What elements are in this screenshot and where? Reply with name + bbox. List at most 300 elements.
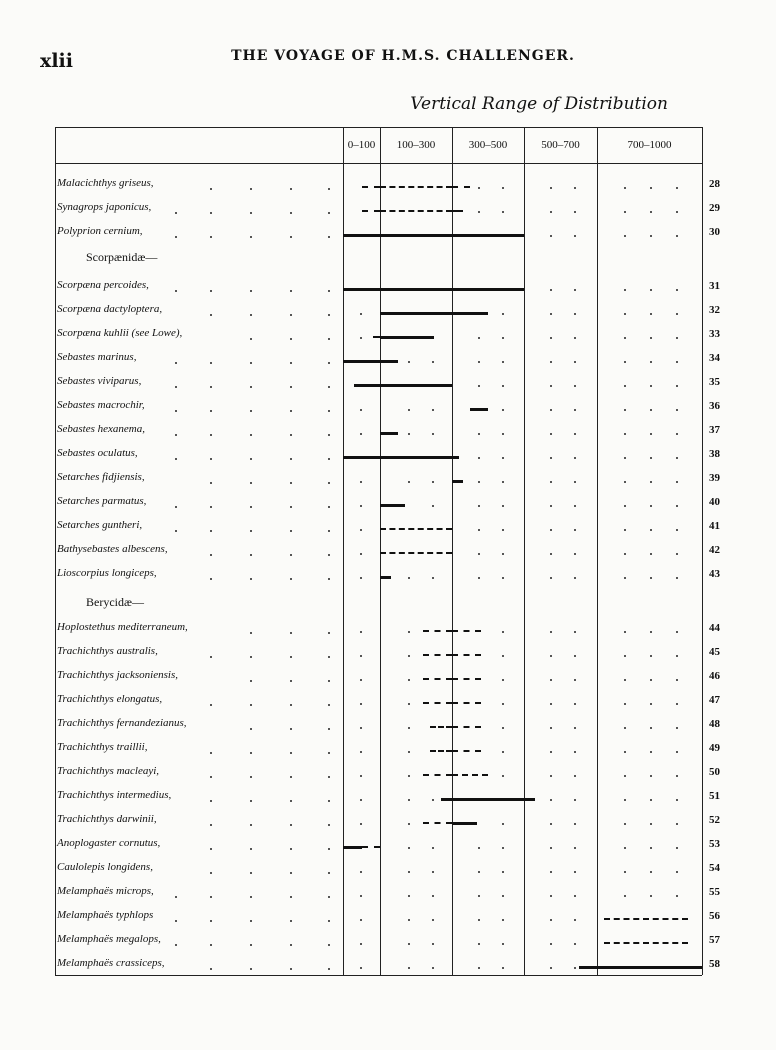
column-dot [360, 313, 362, 315]
table-bottom-rule [55, 975, 702, 976]
column-dot [550, 919, 552, 921]
leader-dot [175, 896, 177, 898]
column-dot [360, 967, 362, 969]
column-dot [550, 871, 552, 873]
reference-number: 30 [709, 226, 720, 238]
leader-dot [328, 704, 330, 706]
leader-dot [210, 482, 212, 484]
column-dot [624, 553, 626, 555]
column-dot [676, 577, 678, 579]
species-name: Trachichthys traillii, [57, 741, 148, 753]
column-dot [676, 751, 678, 753]
leader-dot [210, 752, 212, 754]
column-dot [624, 823, 626, 825]
range-bar-solid [343, 456, 452, 459]
range-bar-solid [380, 576, 391, 579]
leader-dot [175, 458, 177, 460]
column-dot [432, 967, 434, 969]
column-dot [650, 775, 652, 777]
reference-number: 42 [709, 544, 720, 556]
leader-dot [175, 944, 177, 946]
leader-dot [328, 410, 330, 412]
leader-dot [210, 896, 212, 898]
column-dot [676, 289, 678, 291]
leader-dot [250, 290, 252, 292]
species-name: Melamphaës microps, [57, 885, 154, 897]
column-dot [624, 631, 626, 633]
column-dot [432, 433, 434, 435]
column-dot [624, 505, 626, 507]
column-dot [502, 679, 504, 681]
column-dot [360, 409, 362, 411]
column-dot [478, 553, 480, 555]
column-dot [574, 433, 576, 435]
range-bar-solid [380, 360, 398, 363]
column-dot [550, 187, 552, 189]
column-dot [550, 943, 552, 945]
column-dot [676, 529, 678, 531]
column-dot [624, 481, 626, 483]
column-dot [624, 847, 626, 849]
column-dot [574, 703, 576, 705]
column-dot [502, 967, 504, 969]
column-dot [650, 895, 652, 897]
column-dot [478, 385, 480, 387]
column-dot [432, 799, 434, 801]
reference-number: 37 [709, 424, 720, 436]
column-dot [502, 481, 504, 483]
leader-dot [328, 458, 330, 460]
family-heading: Berycidæ— [86, 595, 144, 609]
leader-dot [290, 362, 292, 364]
table-top-rule [55, 127, 702, 128]
column-dot [478, 871, 480, 873]
column-dot [502, 337, 504, 339]
column-dot [574, 481, 576, 483]
species-name: Malacichthys griseus, [57, 177, 154, 189]
leader-dot [250, 656, 252, 658]
species-name: Trachichthys intermedius, [57, 789, 172, 801]
column-dot [676, 703, 678, 705]
column-dot [502, 919, 504, 921]
leader-dot [250, 800, 252, 802]
leader-dot [250, 314, 252, 316]
column-dot [502, 505, 504, 507]
column-dot [676, 385, 678, 387]
species-name: Synagrops japonicus, [57, 201, 152, 213]
column-rule [380, 127, 381, 975]
column-dot [650, 481, 652, 483]
column-dot [432, 871, 434, 873]
range-bar-dashed [380, 210, 452, 212]
range-bar-dashed [452, 750, 481, 752]
leader-dot [328, 212, 330, 214]
column-dot [574, 871, 576, 873]
leader-dot [250, 236, 252, 238]
column-dot [550, 895, 552, 897]
leader-dot [250, 386, 252, 388]
species-name: Hoplostethus mediterraneum, [57, 621, 188, 633]
range-bar-dashed [452, 774, 488, 776]
column-dot [502, 943, 504, 945]
column-dot [550, 337, 552, 339]
column-dot [502, 631, 504, 633]
leader-dot [210, 458, 212, 460]
column-dot [676, 847, 678, 849]
column-dot [408, 799, 410, 801]
column-dot [550, 457, 552, 459]
column-dot [502, 361, 504, 363]
leader-dot [290, 554, 292, 556]
reference-number: 31 [709, 280, 720, 292]
column-dot [408, 967, 410, 969]
column-dot [478, 211, 480, 213]
leader-dot [175, 212, 177, 214]
column-dot [676, 235, 678, 237]
reference-number: 28 [709, 178, 720, 190]
reference-number: 55 [709, 886, 720, 898]
range-bar-dashed [604, 942, 688, 944]
column-dot [624, 409, 626, 411]
leader-dot [290, 236, 292, 238]
column-dot [676, 679, 678, 681]
range-bar-dashed [430, 726, 452, 728]
column-dot [550, 433, 552, 435]
column-dot [676, 871, 678, 873]
column-dot [550, 505, 552, 507]
column-dot [574, 235, 576, 237]
leader-dot [210, 434, 212, 436]
column-dot [550, 775, 552, 777]
leader-dot [250, 848, 252, 850]
column-dot [360, 751, 362, 753]
leader-dot [328, 506, 330, 508]
column-dot [478, 505, 480, 507]
column-dot [676, 457, 678, 459]
column-dot [360, 505, 362, 507]
column-dot [360, 529, 362, 531]
range-bar-solid [380, 336, 434, 339]
leader-dot [210, 554, 212, 556]
column-dot [408, 727, 410, 729]
column-dot [550, 361, 552, 363]
column-dot [502, 751, 504, 753]
leader-dot [175, 434, 177, 436]
column-dot [574, 385, 576, 387]
column-dot [432, 409, 434, 411]
table-left-rule [55, 127, 56, 975]
column-dot [574, 679, 576, 681]
reference-number: 34 [709, 352, 720, 364]
column-dot [550, 409, 552, 411]
column-dot [574, 655, 576, 657]
column-dot [360, 337, 362, 339]
column-dot [432, 895, 434, 897]
species-name: Trachichthys australis, [57, 645, 158, 657]
column-dot [676, 895, 678, 897]
column-dot [650, 505, 652, 507]
column-dot [478, 361, 480, 363]
range-bar-solid [380, 384, 452, 387]
leader-dot [290, 188, 292, 190]
column-dot [432, 943, 434, 945]
column-dot [360, 481, 362, 483]
range-bar-dashed [430, 750, 452, 752]
column-dot [432, 361, 434, 363]
leader-dot [250, 482, 252, 484]
leader-dot [250, 410, 252, 412]
column-dot [624, 679, 626, 681]
column-dot [650, 727, 652, 729]
family-heading: Scorpænidæ— [86, 250, 158, 264]
range-bar-dashed [380, 528, 452, 530]
column-dot [650, 799, 652, 801]
leader-dot [290, 752, 292, 754]
column-dot [408, 943, 410, 945]
column-dot [502, 211, 504, 213]
column-dot [676, 655, 678, 657]
range-bar-dashed [423, 654, 452, 656]
leader-dot [328, 872, 330, 874]
column-dot [676, 823, 678, 825]
leader-dot [290, 920, 292, 922]
column-dot [408, 871, 410, 873]
column-dot [502, 385, 504, 387]
column-dot [502, 895, 504, 897]
leader-dot [328, 728, 330, 730]
column-dot [550, 847, 552, 849]
column-dot [574, 505, 576, 507]
column-dot [650, 751, 652, 753]
column-dot [650, 235, 652, 237]
reference-number: 54 [709, 862, 720, 874]
column-dot [502, 529, 504, 531]
leader-dot [328, 968, 330, 970]
column-dot [574, 457, 576, 459]
leader-dot [328, 530, 330, 532]
column-dot [550, 313, 552, 315]
column-dot [624, 751, 626, 753]
column-dot [408, 409, 410, 411]
leader-dot [175, 410, 177, 412]
reference-number: 47 [709, 694, 720, 706]
species-name: Bathysebastes albescens, [57, 543, 168, 555]
column-dot [650, 289, 652, 291]
leader-dot [328, 188, 330, 190]
species-name: Scorpæna percoides, [57, 279, 149, 291]
reference-number: 36 [709, 400, 720, 412]
range-bar-solid [452, 456, 459, 459]
leader-dot [210, 920, 212, 922]
leader-dot [290, 482, 292, 484]
column-dot [574, 577, 576, 579]
table-heading: Vertical Range of Distribution [410, 94, 668, 114]
column-dot [478, 457, 480, 459]
range-bar-dashed [423, 678, 452, 680]
column-dot [502, 433, 504, 435]
table-header-rule [55, 163, 702, 164]
reference-number: 51 [709, 790, 720, 802]
column-dot [360, 727, 362, 729]
column-dot [408, 577, 410, 579]
column-dot [360, 871, 362, 873]
leader-dot [328, 896, 330, 898]
leader-dot [328, 656, 330, 658]
column-dot [408, 895, 410, 897]
column-dot [650, 631, 652, 633]
leader-dot [328, 848, 330, 850]
column-dot [550, 553, 552, 555]
species-name: Melamphaës megalops, [57, 933, 161, 945]
leader-dot [250, 632, 252, 634]
leader-dot [328, 386, 330, 388]
range-bar-dashed [373, 336, 380, 338]
column-dot [502, 457, 504, 459]
leader-dot [328, 482, 330, 484]
column-dot [550, 235, 552, 237]
column-dot [502, 313, 504, 315]
column-dot [650, 553, 652, 555]
reference-number: 39 [709, 472, 720, 484]
leader-dot [250, 434, 252, 436]
column-dot [676, 187, 678, 189]
range-bar-dashed [452, 654, 481, 656]
range-bar-dashed [452, 678, 481, 680]
leader-dot [328, 338, 330, 340]
reference-number: 49 [709, 742, 720, 754]
column-dot [650, 433, 652, 435]
column-dot [502, 871, 504, 873]
column-dot [574, 211, 576, 213]
leader-dot [290, 872, 292, 874]
column-dot [574, 631, 576, 633]
leader-dot [250, 872, 252, 874]
species-name: Sebastes hexanema, [57, 423, 145, 435]
column-dot [624, 529, 626, 531]
column-dot [408, 433, 410, 435]
column-dot [624, 361, 626, 363]
species-name: Trachichthys elongatus, [57, 693, 163, 705]
leader-dot [210, 578, 212, 580]
leader-dot [210, 530, 212, 532]
column-rule [452, 127, 453, 975]
leader-dot [175, 920, 177, 922]
species-name: Setarches fidjiensis, [57, 471, 145, 483]
species-name: Setarches parmatus, [57, 495, 147, 507]
leader-dot [210, 290, 212, 292]
leader-dot [250, 776, 252, 778]
column-dot [650, 679, 652, 681]
column-dot [676, 799, 678, 801]
range-bar-dashed [452, 702, 481, 704]
species-name: Setarches guntheri, [57, 519, 143, 531]
leader-dot [290, 800, 292, 802]
column-dot [650, 655, 652, 657]
column-dot [408, 823, 410, 825]
running-title: THE VOYAGE OF H.M.S. CHALLENGER. [231, 48, 575, 64]
column-dot [550, 289, 552, 291]
column-dot [574, 967, 576, 969]
leader-dot [290, 944, 292, 946]
range-bar-solid [452, 480, 463, 483]
column-dot [502, 553, 504, 555]
species-name: Melamphaës crassiceps, [57, 957, 165, 969]
leader-dot [250, 944, 252, 946]
leader-dot [290, 632, 292, 634]
column-dot [574, 943, 576, 945]
column-dot [550, 823, 552, 825]
column-dot [550, 481, 552, 483]
column-dot [360, 679, 362, 681]
column-dot [432, 505, 434, 507]
leader-dot [210, 944, 212, 946]
leader-dot [250, 188, 252, 190]
column-dot [624, 727, 626, 729]
range-bar-solid [343, 360, 380, 363]
column-dot [574, 289, 576, 291]
column-dot [478, 481, 480, 483]
leader-dot [210, 386, 212, 388]
leader-dot [328, 800, 330, 802]
column-dot [550, 967, 552, 969]
column-dot [360, 919, 362, 921]
leader-dot [290, 824, 292, 826]
species-name: Sebastes marinus, [57, 351, 137, 363]
column-dot [574, 895, 576, 897]
leader-dot [210, 872, 212, 874]
column-dot [478, 187, 480, 189]
leader-dot [328, 632, 330, 634]
leader-dot [250, 728, 252, 730]
leader-dot [290, 776, 292, 778]
column-dot [676, 505, 678, 507]
reference-number: 41 [709, 520, 720, 532]
reference-number: 32 [709, 304, 720, 316]
reference-number: 35 [709, 376, 720, 388]
species-name: Lioscorpius longiceps, [57, 567, 157, 579]
column-dot [408, 775, 410, 777]
range-bar-dashed [380, 186, 452, 188]
leader-dot [290, 314, 292, 316]
leader-dot [250, 554, 252, 556]
range-bar-solid [380, 312, 452, 315]
reference-number: 38 [709, 448, 720, 460]
leader-dot [290, 530, 292, 532]
range-bar-solid [452, 798, 535, 801]
column-dot [650, 385, 652, 387]
column-dot [360, 775, 362, 777]
column-dot [574, 847, 576, 849]
leader-dot [290, 506, 292, 508]
species-name: Melamphaës typhlops [57, 909, 154, 921]
column-dot [408, 703, 410, 705]
column-dot [360, 553, 362, 555]
leader-dot [210, 314, 212, 316]
column-dot [574, 751, 576, 753]
column-dot [624, 313, 626, 315]
column-header: 100–300 [396, 139, 436, 151]
column-dot [650, 313, 652, 315]
column-dot [502, 823, 504, 825]
column-dot [624, 799, 626, 801]
leader-dot [210, 410, 212, 412]
column-dot [676, 775, 678, 777]
range-bar-dashed [380, 552, 452, 554]
column-dot [650, 577, 652, 579]
column-header: 0–100 [347, 139, 376, 151]
column-dot [676, 727, 678, 729]
column-dot [650, 211, 652, 213]
